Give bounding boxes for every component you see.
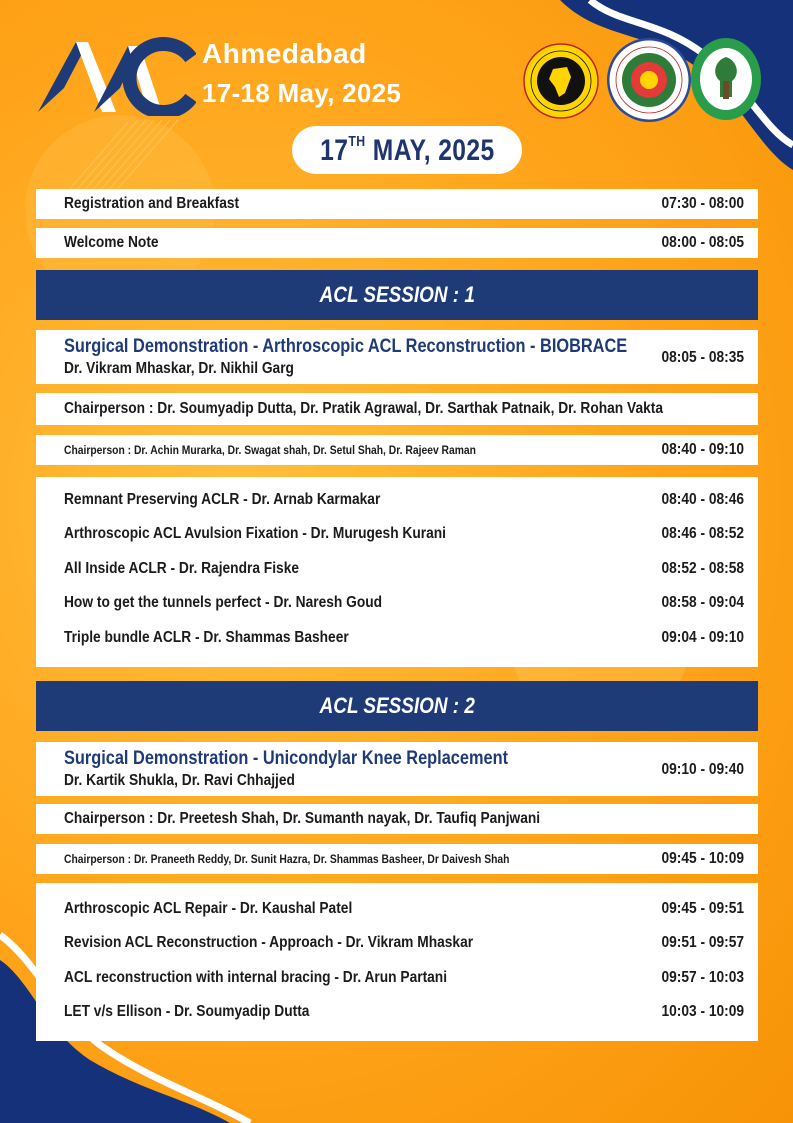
talk-label: Arthroscopic ACL Repair - Dr. Kaushal Patel <box>64 900 353 917</box>
ahmedabad-orthopaedic-society-logo <box>607 38 691 122</box>
talk-time: 09:45 - 09:51 <box>661 900 744 917</box>
talk-label: How to get the tunnels perfect - Dr. Naresh Goud <box>64 594 383 611</box>
talk-label: Remnant Preserving ACLR - Dr. Arnab Karmakar <box>64 491 381 508</box>
demo-title: Surgical Demonstration - Unicondylar Knee Replacement <box>64 748 509 769</box>
day-title-pill <box>292 126 522 174</box>
talk-time: 09:04 - 09:10 <box>661 629 744 646</box>
talk-time: 08:58 - 09:04 <box>661 594 744 611</box>
session-1-panel-chairpersons <box>36 435 758 465</box>
talk-item <box>64 491 744 513</box>
session-2-panel-chairpersons <box>36 844 758 874</box>
aac-brand-logo <box>36 36 196 116</box>
demo-title: Surgical Demonstration - Arthroscopic ACL Reconstruction - BIOBRACE <box>64 336 628 357</box>
panel-time: 08:40 - 09:10 <box>661 441 744 458</box>
demo-time: 09:10 - 09:40 <box>661 761 744 778</box>
talk-time: 08:40 - 08:46 <box>661 491 744 508</box>
session-2-demo <box>36 742 758 796</box>
indian-arthroscopy-society-logo <box>523 43 599 119</box>
chairperson-text: Chairperson : Dr. Soumyadip Dutta, Dr. Pratik Agrawal, Dr. Sarthak Patnaik, Dr. Rohan Vakta <box>64 400 663 417</box>
event-dates: 17-18 May, 2025 <box>202 78 402 108</box>
talk-time: 09:51 - 09:57 <box>661 934 744 951</box>
chairperson-text: Chairperson : Dr. Preetesh Shah, Dr. Sumanth nayak, Dr. Taufiq Panjwani <box>64 810 541 827</box>
talk-item <box>64 969 744 991</box>
chairperson-text: Chairperson : Dr. Achin Murarka, Dr. Swagat shah, Dr. Setul Shah, Dr. Rajeev Raman <box>64 443 476 457</box>
demo-time: 08:05 - 08:35 <box>661 349 744 366</box>
talk-label: Arthroscopic ACL Avulsion Fixation - Dr. Murugesh Kurani <box>64 525 447 542</box>
talk-label: All Inside ACLR - Dr. Rajendra Fiske <box>64 560 299 577</box>
talk-item <box>64 629 744 651</box>
schedule-row-registration <box>36 189 758 219</box>
talk-label: ACL reconstruction with internal bracing - Dr. Arun Partani <box>64 969 448 986</box>
demo-faculty: Dr. Kartik Shukla, Dr. Ravi Chhajjed <box>64 772 295 789</box>
session-1-demo <box>36 330 758 384</box>
event-city: Ahmedabad <box>202 38 367 69</box>
row-time: 07:30 - 08:00 <box>661 195 744 212</box>
session-2-header <box>36 681 758 731</box>
session-1-header <box>36 270 758 320</box>
talk-time: 09:57 - 10:03 <box>661 969 744 986</box>
talk-item <box>64 525 744 547</box>
talk-time: 08:52 - 08:58 <box>661 560 744 577</box>
row-label: Registration and Breakfast <box>64 195 240 212</box>
session-1-talks <box>36 477 758 667</box>
session-title: ACL SESSION : 2 <box>319 693 475 718</box>
gujarat-orthopaedic-association-logo <box>690 37 762 121</box>
schedule-row-welcome <box>36 228 758 258</box>
talk-time: 10:03 - 10:09 <box>661 1003 744 1020</box>
talk-time: 08:46 - 08:52 <box>661 525 744 542</box>
panel-time: 09:45 - 10:09 <box>661 850 744 867</box>
talk-item <box>64 900 744 922</box>
talk-item <box>64 934 744 956</box>
talk-label: Revision ACL Reconstruction - Approach - Dr. Vikram Mhaskar <box>64 934 474 951</box>
session-2-talks <box>36 883 758 1041</box>
day-number: 17 <box>319 133 348 167</box>
demo-faculty: Dr. Vikram Mhaskar, Dr. Nikhil Garg <box>64 360 294 377</box>
talk-item <box>64 1003 744 1025</box>
talk-item <box>64 594 744 616</box>
chairperson-text: Chairperson : Dr. Praneeth Reddy, Dr. Sunit Hazra, Dr. Shammas Basheer, Dr Daivesh Shah <box>64 852 510 866</box>
session-2-chairpersons <box>36 804 758 834</box>
talk-label: Triple bundle ACLR - Dr. Shammas Basheer <box>64 629 349 646</box>
talk-label: LET v/s Ellison - Dr. Soumyadip Dutta <box>64 1003 310 1020</box>
row-time: 08:00 - 08:05 <box>661 234 744 251</box>
session-1-chairpersons <box>36 393 758 425</box>
session-title: ACL SESSION : 1 <box>319 282 475 307</box>
row-label: Welcome Note <box>64 234 159 251</box>
day-suffix: TH <box>347 132 366 150</box>
day-month-year: MAY, 2025 <box>372 133 495 167</box>
talk-item <box>64 560 744 582</box>
